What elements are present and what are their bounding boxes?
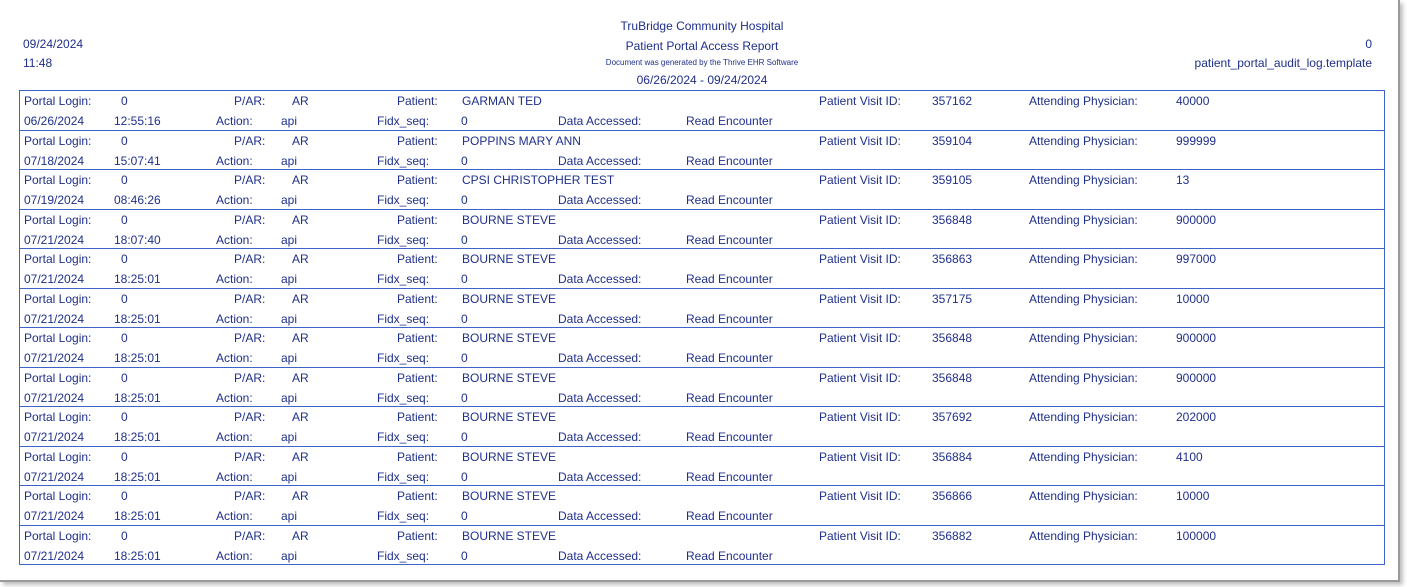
action-label: Action:	[216, 548, 253, 563]
attending-value: 100000	[1176, 528, 1217, 543]
portal-login-value: 0	[121, 212, 128, 227]
data-accessed-value: Read Encounter	[686, 430, 773, 444]
portal-login-label: Portal Login:	[24, 94, 92, 108]
patient-label: Patient:	[397, 212, 438, 227]
par-value: AR	[292, 331, 309, 345]
action-value: api	[281, 430, 298, 444]
par-label: P/AR:	[234, 173, 266, 187]
action-label: Action:	[216, 351, 253, 365]
data-accessed-label: Data Accessed:	[558, 114, 642, 128]
patient-name: BOURNE STEVE	[462, 528, 557, 543]
patient-label: Patient:	[397, 94, 438, 108]
par-label: P/AR:	[234, 133, 266, 148]
action-value: api	[281, 469, 298, 484]
action-label: Action:	[216, 114, 253, 128]
table-row	[20, 131, 1384, 171]
portal-login-label: Portal Login:	[24, 331, 92, 345]
visit-id-label: Patient Visit ID:	[819, 94, 901, 108]
visit-id-value: 356866	[932, 489, 973, 503]
access-time: 18:25:01	[114, 272, 161, 286]
data-accessed-value: Read Encounter	[686, 390, 773, 405]
par-value: AR	[292, 489, 309, 503]
action-value: api	[281, 193, 298, 207]
attending-value: 997000	[1176, 252, 1217, 266]
access-date: 07/21/2024	[24, 469, 85, 484]
portal-login-value: 0	[121, 528, 128, 543]
fidx-label: Fidx_seq:	[377, 153, 430, 168]
patient-label: Patient:	[397, 331, 438, 345]
portal-login-value: 0	[121, 331, 128, 345]
fidx-label: Fidx_seq:	[377, 430, 430, 444]
access-time: 12:55:16	[114, 114, 161, 128]
portal-login-value: 0	[121, 94, 128, 108]
par-value: AR	[292, 528, 309, 543]
data-accessed-value: Read Encounter	[686, 311, 773, 326]
attending-label: Attending Physician:	[1029, 291, 1138, 306]
action-label: Action:	[216, 390, 253, 405]
fidx-value: 0	[461, 430, 468, 444]
action-value: api	[281, 509, 298, 523]
table-row	[20, 91, 1384, 131]
fidx-value: 0	[461, 193, 468, 207]
access-time: 18:25:01	[114, 509, 161, 523]
access-date: 07/21/2024	[24, 311, 85, 326]
fidx-label: Fidx_seq:	[377, 390, 430, 405]
visit-id-label: Patient Visit ID:	[819, 449, 901, 464]
visit-id-value: 359104	[932, 133, 973, 148]
visit-id-value: 357692	[932, 410, 973, 424]
par-value: AR	[292, 449, 309, 464]
patient-name: BOURNE STEVE	[462, 489, 557, 503]
access-date: 07/21/2024	[24, 548, 85, 563]
attending-label: Attending Physician:	[1029, 252, 1138, 266]
par-label: P/AR:	[234, 291, 266, 306]
access-time: 08:46:26	[114, 193, 161, 207]
attending-label: Attending Physician:	[1029, 94, 1138, 108]
portal-login-label: Portal Login:	[24, 370, 92, 385]
access-date: 07/21/2024	[24, 232, 85, 247]
patient-label: Patient:	[397, 528, 438, 543]
visit-id-value: 357175	[932, 291, 973, 306]
fidx-label: Fidx_seq:	[377, 193, 430, 207]
patient-label: Patient:	[397, 370, 438, 385]
data-accessed-value: Read Encounter	[686, 114, 773, 128]
table-row	[20, 328, 1384, 368]
attending-value: 13	[1176, 173, 1190, 187]
report-title: Patient Portal Access Report	[625, 39, 779, 53]
data-accessed-value: Read Encounter	[686, 469, 773, 484]
patient-label: Patient:	[397, 133, 438, 148]
table-row	[20, 170, 1384, 210]
data-accessed-value: Read Encounter	[686, 232, 773, 247]
fidx-value: 0	[461, 390, 468, 405]
portal-login-label: Portal Login:	[24, 212, 92, 227]
attending-value: 4100	[1176, 449, 1203, 464]
patient-name: BOURNE STEVE	[462, 410, 557, 424]
data-accessed-value: Read Encounter	[686, 509, 773, 523]
fidx-label: Fidx_seq:	[377, 469, 430, 484]
action-label: Action:	[216, 430, 253, 444]
action-value: api	[281, 351, 298, 365]
fidx-value: 0	[461, 548, 468, 563]
print-time: 11:48	[23, 56, 53, 70]
attending-value: 10000	[1176, 489, 1210, 503]
fidx-label: Fidx_seq:	[377, 311, 430, 326]
table-row	[20, 447, 1384, 487]
fidx-value: 0	[461, 272, 468, 286]
patient-name: BOURNE STEVE	[462, 331, 557, 345]
fidx-label: Fidx_seq:	[377, 351, 430, 365]
portal-login-label: Portal Login:	[24, 489, 92, 503]
patient-name: BOURNE STEVE	[462, 212, 557, 227]
table-row	[20, 526, 1384, 566]
action-value: api	[281, 232, 298, 247]
visit-id-value: 356863	[932, 252, 973, 266]
par-value: AR	[292, 133, 309, 148]
access-date: 07/18/2024	[24, 153, 85, 168]
fidx-value: 0	[461, 509, 468, 523]
par-value: AR	[292, 212, 309, 227]
action-value: api	[281, 390, 298, 405]
par-value: AR	[292, 410, 309, 424]
access-date: 07/21/2024	[24, 351, 85, 365]
action-value: api	[281, 153, 298, 168]
portal-login-label: Portal Login:	[24, 291, 92, 306]
patient-label: Patient:	[397, 449, 438, 464]
par-value: AR	[292, 291, 309, 306]
template-name: patient_portal_audit_log.template	[1194, 56, 1372, 70]
visit-id-label: Patient Visit ID:	[819, 173, 901, 187]
visit-id-label: Patient Visit ID:	[819, 252, 901, 266]
visit-id-label: Patient Visit ID:	[819, 528, 901, 543]
data-accessed-value: Read Encounter	[686, 351, 773, 365]
par-label: P/AR:	[234, 212, 266, 227]
action-label: Action:	[216, 153, 253, 168]
portal-login-value: 0	[121, 449, 128, 464]
data-accessed-label: Data Accessed:	[558, 430, 642, 444]
print-date: 09/24/2024	[23, 37, 84, 51]
visit-id-value: 357162	[932, 94, 973, 108]
portal-login-label: Portal Login:	[24, 410, 92, 424]
fidx-label: Fidx_seq:	[377, 114, 430, 128]
fidx-value: 0	[461, 153, 468, 168]
access-time: 15:07:41	[114, 153, 161, 168]
action-label: Action:	[216, 311, 253, 326]
table-row	[20, 210, 1384, 250]
table-row	[20, 368, 1384, 408]
data-accessed-label: Data Accessed:	[558, 311, 642, 326]
patient-label: Patient:	[397, 489, 438, 503]
action-label: Action:	[216, 469, 253, 484]
patient-label: Patient:	[397, 410, 438, 424]
patient-name: BOURNE STEVE	[462, 252, 557, 266]
table-row	[20, 486, 1384, 526]
data-accessed-label: Data Accessed:	[558, 509, 642, 523]
hospital-name: TruBridge Community Hospital	[620, 19, 784, 33]
portal-login-value: 0	[121, 489, 128, 503]
attending-label: Attending Physician:	[1029, 133, 1138, 148]
par-value: AR	[292, 252, 309, 266]
visit-id-label: Patient Visit ID:	[819, 410, 901, 424]
attending-value: 900000	[1176, 370, 1217, 385]
generated-note: Document was generated by the Thrive EHR Software	[605, 58, 799, 67]
fidx-value: 0	[461, 469, 468, 484]
access-time: 18:25:01	[114, 351, 161, 365]
attending-label: Attending Physician:	[1029, 410, 1138, 424]
visit-id-label: Patient Visit ID:	[819, 370, 901, 385]
attending-label: Attending Physician:	[1029, 370, 1138, 385]
access-time: 18:25:01	[114, 469, 161, 484]
data-accessed-value: Read Encounter	[686, 272, 773, 286]
patient-label: Patient:	[397, 173, 438, 187]
visit-id-value: 356848	[932, 370, 973, 385]
access-time: 18:25:01	[114, 548, 161, 563]
action-value: api	[281, 311, 298, 326]
data-accessed-label: Data Accessed:	[558, 153, 642, 168]
data-accessed-label: Data Accessed:	[558, 351, 642, 365]
par-value: AR	[292, 173, 309, 187]
data-accessed-label: Data Accessed:	[558, 193, 642, 207]
patient-name: BOURNE STEVE	[462, 449, 557, 464]
fidx-label: Fidx_seq:	[377, 232, 430, 247]
access-date: 07/21/2024	[24, 390, 85, 405]
attending-label: Attending Physician:	[1029, 528, 1138, 543]
access-time: 18:07:40	[114, 232, 161, 247]
par-label: P/AR:	[234, 528, 266, 543]
par-value: AR	[292, 94, 309, 108]
portal-login-label: Portal Login:	[24, 252, 92, 266]
action-label: Action:	[216, 509, 253, 523]
patient-label: Patient:	[397, 291, 438, 306]
action-value: api	[281, 548, 298, 563]
visit-id-value: 359105	[932, 173, 973, 187]
page-number: 0	[1365, 37, 1372, 51]
attending-label: Attending Physician:	[1029, 489, 1138, 503]
portal-login-value: 0	[121, 173, 128, 187]
par-label: P/AR:	[234, 410, 266, 424]
data-accessed-label: Data Accessed:	[558, 272, 642, 286]
table-row	[20, 249, 1384, 289]
visit-id-value: 356848	[932, 212, 973, 227]
visit-id-label: Patient Visit ID:	[819, 133, 901, 148]
visit-id-label: Patient Visit ID:	[819, 291, 901, 306]
access-time: 18:25:01	[114, 390, 161, 405]
par-label: P/AR:	[234, 94, 266, 108]
portal-login-label: Portal Login:	[24, 133, 92, 148]
fidx-label: Fidx_seq:	[377, 272, 430, 286]
access-date: 07/21/2024	[24, 272, 85, 286]
data-accessed-label: Data Accessed:	[558, 548, 642, 563]
data-accessed-value: Read Encounter	[686, 193, 773, 207]
attending-label: Attending Physician:	[1029, 449, 1138, 464]
par-label: P/AR:	[234, 489, 266, 503]
portal-login-label: Portal Login:	[24, 173, 92, 187]
records-table	[19, 90, 1385, 565]
attending-label: Attending Physician:	[1029, 331, 1138, 345]
patient-label: Patient:	[397, 252, 438, 266]
date-range: 06/26/2024 - 09/24/2024	[636, 73, 768, 87]
par-label: P/AR:	[234, 370, 266, 385]
data-accessed-value: Read Encounter	[686, 548, 773, 563]
visit-id-value: 356882	[932, 528, 973, 543]
portal-login-label: Portal Login:	[24, 528, 92, 543]
par-label: P/AR:	[234, 252, 266, 266]
patient-name: CPSI CHRISTOPHER TEST	[462, 173, 615, 187]
attending-value: 40000	[1176, 94, 1210, 108]
portal-login-label: Portal Login:	[24, 449, 92, 464]
table-row	[20, 407, 1384, 447]
portal-login-value: 0	[121, 133, 128, 148]
access-date: 07/21/2024	[24, 430, 85, 444]
portal-login-value: 0	[121, 410, 128, 424]
data-accessed-label: Data Accessed:	[558, 469, 642, 484]
access-time: 18:25:01	[114, 311, 161, 326]
attending-label: Attending Physician:	[1029, 173, 1138, 187]
fidx-value: 0	[461, 232, 468, 247]
action-label: Action:	[216, 272, 253, 286]
visit-id-label: Patient Visit ID:	[819, 212, 901, 227]
action-label: Action:	[216, 232, 253, 247]
data-accessed-label: Data Accessed:	[558, 390, 642, 405]
fidx-value: 0	[461, 351, 468, 365]
attending-value: 900000	[1176, 212, 1217, 227]
portal-login-value: 0	[121, 370, 128, 385]
action-value: api	[281, 272, 298, 286]
patient-name: BOURNE STEVE	[462, 291, 557, 306]
data-accessed-value: Read Encounter	[686, 153, 773, 168]
fidx-label: Fidx_seq:	[377, 548, 430, 563]
attending-value: 900000	[1176, 331, 1217, 345]
data-accessed-label: Data Accessed:	[558, 232, 642, 247]
visit-id-value: 356884	[932, 449, 973, 464]
visit-id-label: Patient Visit ID:	[819, 489, 901, 503]
attending-label: Attending Physician:	[1029, 212, 1138, 227]
fidx-label: Fidx_seq:	[377, 509, 430, 523]
access-date: 07/19/2024	[24, 193, 85, 207]
action-value: api	[281, 114, 298, 128]
access-time: 18:25:01	[114, 430, 161, 444]
fidx-value: 0	[461, 311, 468, 326]
fidx-value: 0	[461, 114, 468, 128]
patient-name: BOURNE STEVE	[462, 370, 557, 385]
attending-value: 999999	[1176, 133, 1217, 148]
portal-login-value: 0	[121, 291, 128, 306]
patient-name: POPPINS MARY ANN	[462, 133, 581, 148]
par-value: AR	[292, 370, 309, 385]
attending-value: 10000	[1176, 291, 1210, 306]
visit-id-value: 356848	[932, 331, 973, 345]
par-label: P/AR:	[234, 449, 266, 464]
visit-id-label: Patient Visit ID:	[819, 331, 901, 345]
access-date: 07/21/2024	[24, 509, 85, 523]
patient-name: GARMAN TED	[462, 94, 542, 108]
table-row	[20, 289, 1384, 329]
access-date: 06/26/2024	[24, 114, 85, 128]
par-label: P/AR:	[234, 331, 266, 345]
attending-value: 202000	[1176, 410, 1217, 424]
action-label: Action:	[216, 193, 253, 207]
portal-login-value: 0	[121, 252, 128, 266]
